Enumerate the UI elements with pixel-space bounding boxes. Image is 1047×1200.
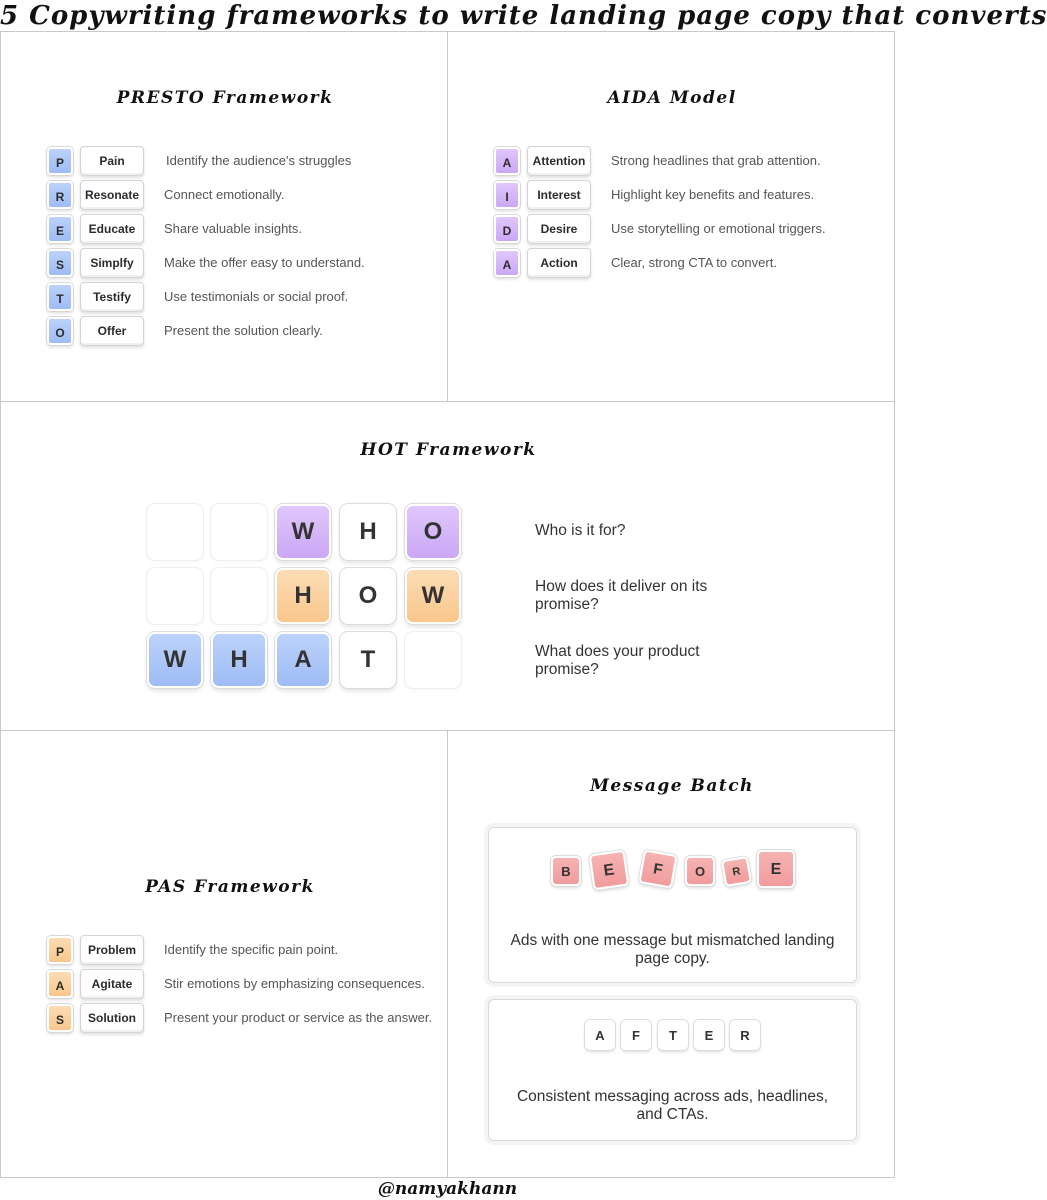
empty-tile bbox=[147, 504, 203, 560]
letter-key: E bbox=[47, 215, 73, 243]
hot-panel bbox=[0, 401, 895, 731]
row-description: Use storytelling or emotional triggers. bbox=[611, 221, 826, 236]
letter-key: S bbox=[47, 1004, 73, 1032]
row-description: Make the offer easy to understand. bbox=[164, 255, 365, 270]
row-description: Stir emotions by emphasizing consequences. bbox=[164, 976, 425, 991]
empty-tile bbox=[147, 568, 203, 624]
word-key: Attention bbox=[527, 146, 591, 176]
row-description: Strong headlines that grab attention. bbox=[611, 153, 821, 168]
word-key: Agitate bbox=[80, 969, 144, 999]
hot-question-how: How does it deliver on its promise? bbox=[535, 578, 708, 613]
letter-tile: W bbox=[147, 632, 203, 688]
before-letter-tile: F bbox=[638, 849, 677, 888]
before-letter-tile: E bbox=[757, 850, 795, 888]
word-key: Interest bbox=[527, 180, 591, 210]
letter-tile: O bbox=[405, 504, 461, 560]
letter-tile: H bbox=[340, 504, 396, 560]
letter-tile: W bbox=[275, 504, 331, 560]
letter-key: A bbox=[494, 249, 520, 277]
word-key: Offer bbox=[80, 316, 144, 346]
presto-panel bbox=[0, 31, 448, 402]
word-key: Educate bbox=[80, 214, 144, 244]
letter-key: S bbox=[47, 249, 73, 277]
aida-list bbox=[494, 146, 894, 288]
author-handle: @namyakhann bbox=[377, 1179, 518, 1199]
after-description: Consistent messaging across ads, headlines, and CTAs. bbox=[516, 1088, 829, 1123]
pas-title: PAS Framework bbox=[145, 877, 315, 897]
before-card bbox=[488, 827, 857, 983]
before-letter-tile: O bbox=[685, 856, 715, 886]
row-description: Connect emotionally. bbox=[164, 187, 285, 202]
letter-key: A bbox=[494, 147, 520, 175]
row-description: Share valuable insights. bbox=[164, 221, 303, 236]
letter-tile: O bbox=[340, 568, 396, 624]
letter-tile: A bbox=[275, 632, 331, 688]
presto-title: PRESTO Framework bbox=[116, 88, 334, 108]
letter-key: I bbox=[494, 181, 520, 209]
word-key: Resonate bbox=[80, 180, 144, 210]
hot-title: HOT Framework bbox=[360, 440, 537, 460]
aida-panel bbox=[447, 31, 895, 402]
word-key: Solution bbox=[80, 1003, 144, 1033]
word-key: Problem bbox=[80, 935, 144, 965]
before-letter-tile: R bbox=[721, 856, 752, 887]
before-letter-tile: B bbox=[551, 856, 581, 886]
row-description: Use testimonials or social proof. bbox=[164, 289, 349, 304]
letter-tile: H bbox=[275, 568, 331, 624]
aida-title: AIDA Model bbox=[607, 88, 737, 108]
row-description: Identify the audience's struggles bbox=[166, 153, 352, 168]
row-description: Present the solution clearly. bbox=[164, 323, 323, 338]
letter-tile: H bbox=[211, 632, 267, 688]
after-letter-tile: A bbox=[585, 1020, 615, 1050]
letter-tile: T bbox=[340, 632, 396, 688]
letter-key: R bbox=[47, 181, 73, 209]
empty-tile bbox=[211, 504, 267, 560]
row-description: Present your product or service as the answer. bbox=[164, 1010, 433, 1025]
message-batch-title: Message Batch bbox=[590, 776, 754, 796]
letter-key: P bbox=[47, 936, 73, 964]
letter-key: P bbox=[47, 147, 73, 175]
presto-list bbox=[47, 146, 447, 356]
word-key: Pain bbox=[80, 146, 144, 176]
word-key: Desire bbox=[527, 214, 591, 244]
row-description: Identify the specific pain point. bbox=[164, 942, 339, 957]
message-batch-panel bbox=[447, 730, 895, 1178]
letter-key: O bbox=[47, 317, 73, 345]
after-card bbox=[488, 999, 857, 1141]
word-key: Action bbox=[527, 248, 591, 278]
word-key: Simplfy bbox=[80, 248, 144, 278]
empty-tile bbox=[211, 568, 267, 624]
letter-key: A bbox=[47, 970, 73, 998]
after-letter-tile: T bbox=[658, 1020, 688, 1050]
page-title: 5 Copywriting frameworks to write landing page copy that converts bbox=[0, 1, 1047, 31]
letter-key: D bbox=[494, 215, 520, 243]
pas-list bbox=[47, 935, 447, 1045]
word-key: Testify bbox=[80, 282, 144, 312]
empty-tile bbox=[405, 632, 461, 688]
before-description: Ads with one message but mismatched landing page copy. bbox=[510, 932, 835, 967]
letter-tile: W bbox=[405, 568, 461, 624]
hot-question-what: What does your product promise? bbox=[535, 643, 700, 678]
hot-question-who: Who is it for? bbox=[535, 522, 626, 539]
after-letter-tile: F bbox=[621, 1020, 651, 1050]
before-letter-tile: E bbox=[589, 850, 630, 891]
letter-key: T bbox=[47, 283, 73, 311]
pas-panel bbox=[0, 730, 448, 1178]
row-description: Highlight key benefits and features. bbox=[611, 187, 815, 202]
after-letter-tile: E bbox=[694, 1020, 724, 1050]
after-letter-tile: R bbox=[730, 1020, 760, 1050]
row-description: Clear, strong CTA to convert. bbox=[611, 255, 777, 270]
